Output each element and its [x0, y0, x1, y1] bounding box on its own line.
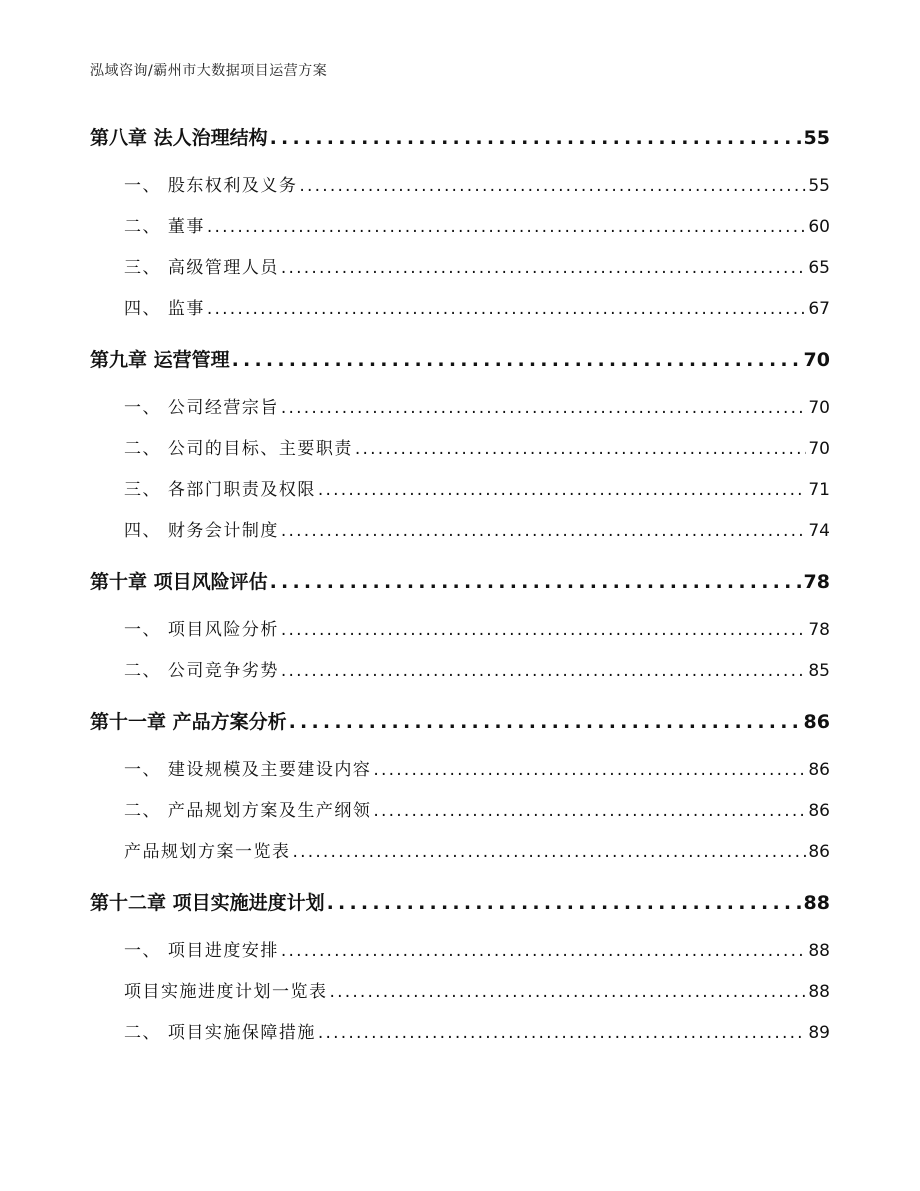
toc-section-entry[interactable] [90, 610, 830, 651]
dot-leader [330, 972, 807, 1013]
dot-leader [281, 931, 806, 972]
toc-entry-label: 四、 财务会计制度 [124, 521, 279, 541]
toc-page-number: 74 [808, 521, 830, 541]
toc-section-entry[interactable] [90, 750, 830, 791]
toc-entry-label: 二、 董事 [124, 217, 205, 237]
dot-leader [207, 289, 806, 330]
dot-leader [327, 883, 802, 923]
toc-section-entry[interactable] [90, 166, 830, 207]
toc-section-entry[interactable] [90, 511, 830, 552]
toc-page-number: 86 [808, 801, 830, 821]
toc-page-number: 88 [808, 982, 830, 1002]
dot-leader [293, 832, 807, 873]
toc-section-entry[interactable] [90, 470, 830, 511]
toc-page-number: 78 [808, 620, 830, 640]
toc-section-entry[interactable] [90, 289, 830, 330]
toc-entry-label: 一、 建设规模及主要建设内容 [124, 760, 372, 780]
toc-entry-label: 项目实施进度计划一览表 [124, 982, 328, 1002]
dot-leader [270, 118, 802, 158]
toc-entry-label: 四、 监事 [124, 299, 205, 319]
toc-page-number: 88 [803, 892, 830, 914]
toc-page-number: 67 [808, 299, 830, 319]
toc-page-number: 85 [808, 661, 830, 681]
toc-page-number: 78 [803, 571, 830, 593]
toc-chapter-entry[interactable] [90, 340, 830, 380]
toc-page-number: 65 [808, 258, 830, 278]
running-header: 泓域咨询/霸州市大数据项目运营方案 [90, 63, 328, 79]
dot-leader [355, 429, 806, 470]
toc-section-entry[interactable] [90, 931, 830, 972]
dot-leader [281, 651, 806, 692]
toc-chapter-entry[interactable] [90, 118, 830, 158]
toc-page-number: 70 [803, 349, 830, 371]
toc-entry-label: 第十二章 项目实施进度计划 [90, 892, 325, 914]
toc-section-entry[interactable] [90, 429, 830, 470]
toc-entry-label: 三、 各部门职责及权限 [124, 480, 316, 500]
toc-page-number: 70 [808, 439, 830, 459]
toc-section-entry[interactable] [90, 791, 830, 832]
dot-leader [318, 470, 806, 511]
toc-entry-label: 一、 股东权利及义务 [124, 176, 298, 196]
toc-page-number: 55 [808, 176, 830, 196]
toc-page-number: 86 [808, 842, 830, 862]
toc-section-entry[interactable] [90, 972, 830, 1013]
dot-leader [373, 750, 806, 791]
toc-entry-label: 一、 项目风险分析 [124, 620, 279, 640]
toc-section-entry[interactable] [90, 651, 830, 692]
toc-section-entry[interactable] [90, 248, 830, 289]
toc-section-entry[interactable] [90, 388, 830, 429]
toc-entry-label: 产品规划方案一览表 [124, 842, 291, 862]
toc-section-entry[interactable] [90, 832, 830, 873]
toc-page-number: 71 [808, 480, 830, 500]
toc-entry-label: 二、 项目实施保障措施 [124, 1023, 316, 1043]
dot-leader [281, 610, 806, 651]
toc-chapter-entry[interactable] [90, 702, 830, 742]
toc-entry-label: 二、 公司的目标、主要职责 [124, 439, 353, 459]
toc-page-number: 55 [803, 127, 830, 149]
toc-page-number: 86 [808, 760, 830, 780]
toc-chapter-entry[interactable] [90, 883, 830, 923]
toc-entry-label: 二、 产品规划方案及生产纲领 [124, 801, 372, 821]
dot-leader [232, 340, 802, 380]
toc-entry-label: 二、 公司竞争劣势 [124, 661, 279, 681]
toc-entry-label: 第十章 项目风险评估 [90, 571, 268, 593]
dot-leader [289, 702, 802, 742]
table-of-contents [90, 116, 830, 1054]
toc-page-number: 70 [808, 398, 830, 418]
toc-page-number: 88 [808, 941, 830, 961]
toc-entry-label: 第十一章 产品方案分析 [90, 711, 287, 733]
dot-leader [373, 791, 806, 832]
toc-entry-label: 一、 项目进度安排 [124, 941, 279, 961]
dot-leader [299, 166, 806, 207]
toc-entry-label: 三、 高级管理人员 [124, 258, 279, 278]
dot-leader [207, 207, 806, 248]
toc-page-number: 60 [808, 217, 830, 237]
dot-leader [281, 511, 806, 552]
dot-leader [281, 248, 806, 289]
dot-leader [270, 562, 802, 602]
dot-leader [318, 1013, 806, 1054]
toc-chapter-entry[interactable] [90, 562, 830, 602]
toc-page-number: 86 [803, 711, 830, 733]
toc-section-entry[interactable] [90, 1013, 830, 1054]
toc-page-number: 89 [808, 1023, 830, 1043]
toc-entry-label: 一、 公司经营宗旨 [124, 398, 279, 418]
toc-entry-label: 第九章 运营管理 [90, 349, 230, 371]
dot-leader [281, 388, 806, 429]
toc-section-entry[interactable] [90, 207, 830, 248]
toc-entry-label: 第八章 法人治理结构 [90, 127, 268, 149]
